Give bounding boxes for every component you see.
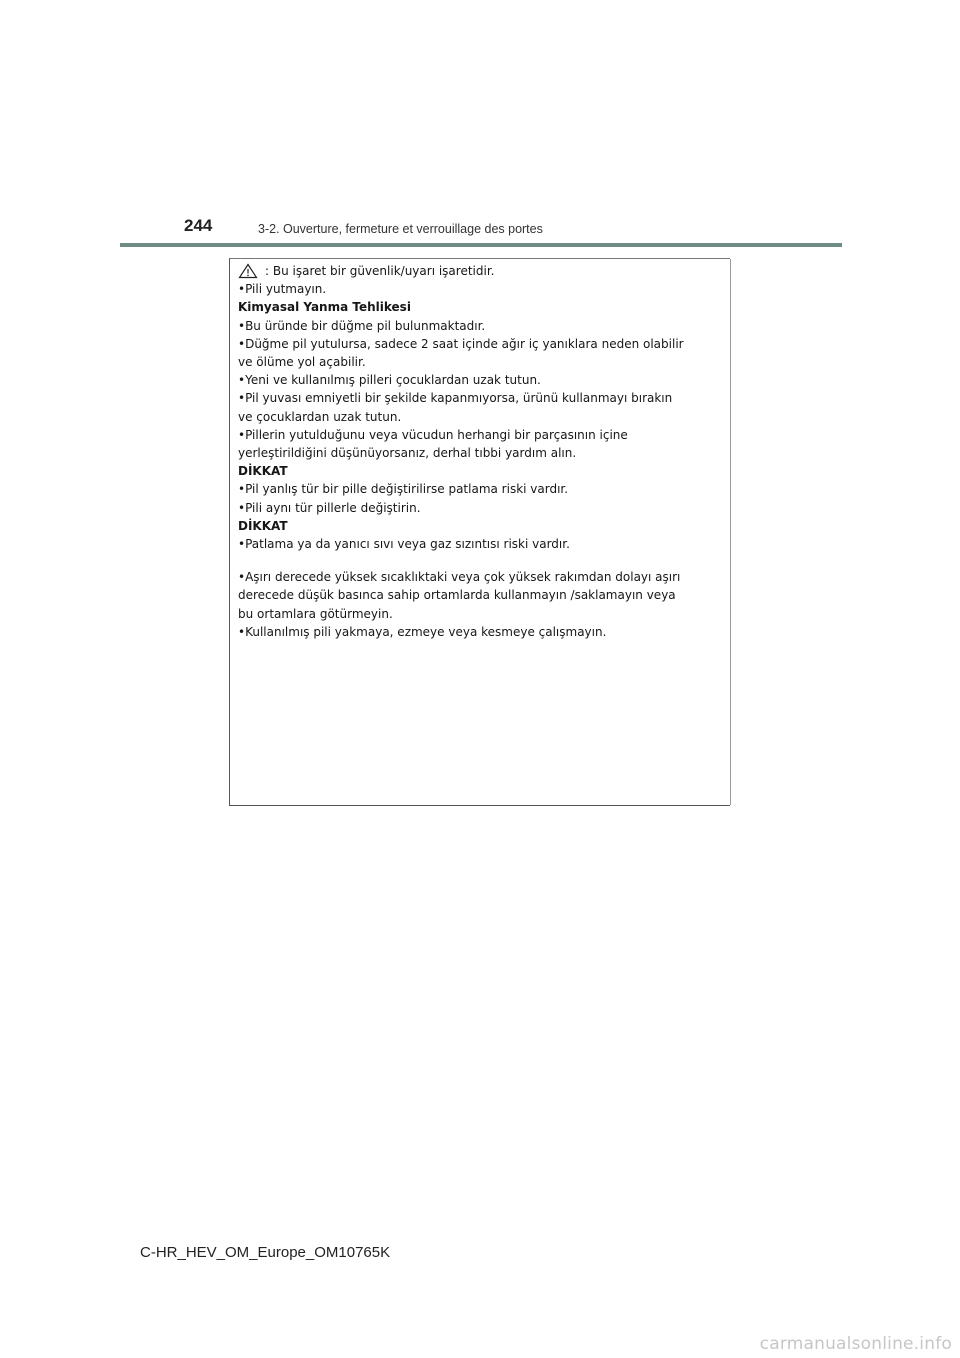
warning-symbol-text: : Bu işaret bir güvenlik/uyarı işaretidir. — [265, 264, 495, 278]
label-line: •Pil yuvası emniyetli bir şekilde kapanmıyorsa, ürünü kullanmayı bırakın — [238, 391, 673, 406]
label-line: ve çocuklardan uzak tutun. — [238, 409, 402, 424]
label-line: •Pillerin yutulduğunu veya vücudun herhangi bir parçasının içine — [238, 427, 628, 442]
label-line: •Düğme pil yutulursa, sadece 2 saat içinde ağır iç yanıklara neden olabilir — [238, 336, 684, 351]
label-line: derecede düşük basınca sahip ortamlarda kullanmayın /saklamayın veya — [238, 588, 676, 603]
label-gap — [238, 553, 722, 568]
label-content — [238, 262, 722, 641]
page-number: 244 — [184, 216, 213, 235]
label-line: •Kullanılmış pili yakmaya, ezmeye veya kesmeye çalışmayın. — [238, 624, 607, 639]
label-line: •Pili yutmayın. — [238, 282, 327, 297]
label-heading: Kimyasal Yanma Tehlikesi — [238, 300, 411, 315]
label-lines-continued — [238, 568, 722, 641]
watermark: carmanualsonline.info — [759, 1334, 952, 1354]
header-divider — [120, 243, 842, 247]
label-line: •Aşırı derecede yüksek sıcaklıktaki veya çok yüksek rakımdan dolayı aşırı — [238, 570, 681, 585]
battery-warning-label — [229, 258, 730, 806]
label-heading: DİKKAT — [238, 464, 288, 479]
label-heading: DİKKAT — [238, 518, 288, 533]
label-line: •Yeni ve kullanılmış pilleri çocuklardan uzak tutun. — [238, 373, 541, 388]
document-id: C-HR_HEV_OM_Europe_OM10765K — [140, 1244, 391, 1261]
warning-triangle-icon — [238, 263, 258, 279]
label-line: •Patlama ya da yanıcı sıvı veya gaz sızıntısı riski vardır. — [238, 537, 570, 552]
section-title: 3-2. Ouverture, fermeture et verrouillage des portes — [258, 222, 543, 236]
label-line: ve ölüme yol açabilir. — [238, 355, 366, 370]
warning-symbol-line — [238, 262, 722, 280]
label-line: yerleştirildiğini düşünüyorsanız, derhal tıbbi yardım alın. — [238, 446, 577, 461]
label-line: •Pil yanlış tür bir pille değiştirilirse patlama riski vardır. — [238, 482, 569, 497]
label-line: •Bu üründe bir düğme pil bulunmaktadır. — [238, 318, 486, 333]
label-line: •Pili aynı tür pillerle değiştirin. — [238, 500, 421, 515]
label-line: bu ortamlara götürmeyin. — [238, 606, 393, 621]
label-lines — [238, 280, 722, 553]
